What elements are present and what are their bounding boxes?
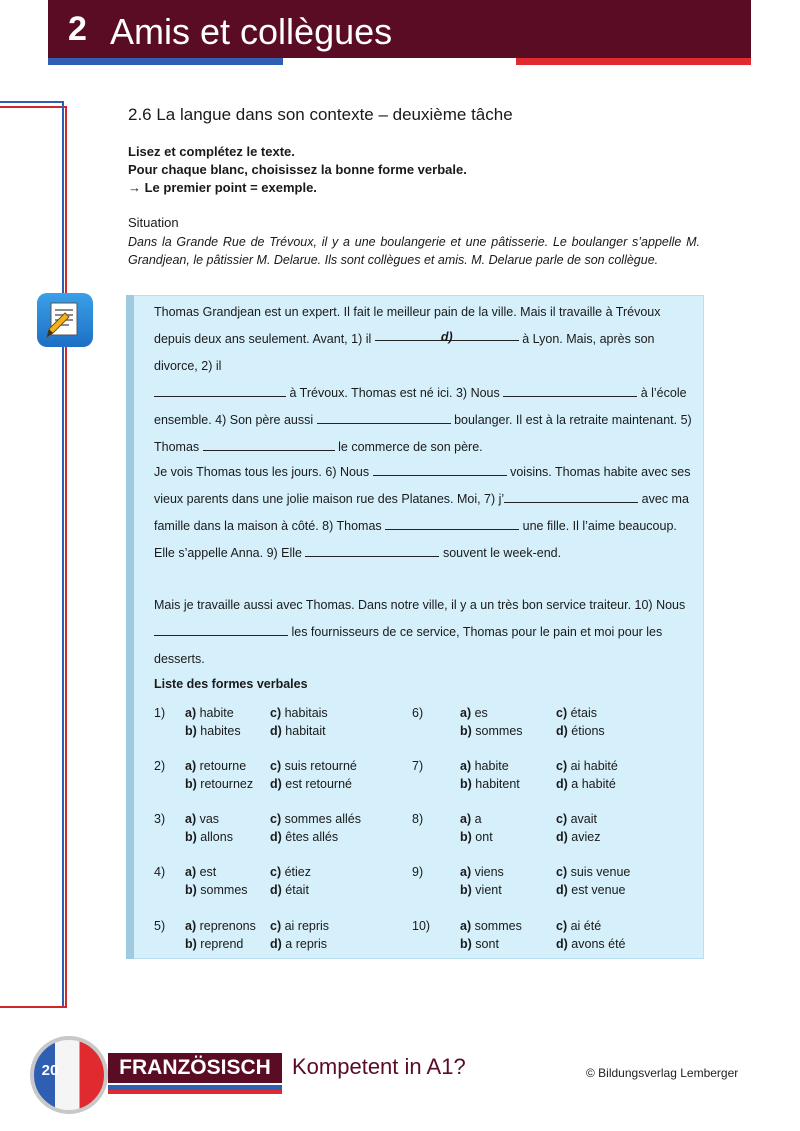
- verb-option: a) es: [460, 706, 488, 720]
- verb-option: b) reprend: [185, 937, 244, 951]
- verb-item-number: 2): [154, 759, 166, 773]
- answer-blank-9[interactable]: [305, 542, 439, 557]
- answer-blank-2[interactable]: [154, 382, 286, 397]
- subject-label: FRANZÖSISCH: [108, 1053, 282, 1083]
- verb-option: d) habitait: [270, 724, 326, 738]
- verb-option: a) viens: [460, 865, 504, 879]
- verb-option: c) ai repris: [270, 919, 330, 933]
- verb-option: a) est: [185, 865, 217, 879]
- copyright: © Bildungsverlag Lemberger: [586, 1066, 739, 1080]
- instruction-line: Lisez et complétez le texte.: [128, 144, 295, 159]
- footer-red-stripe: [108, 1090, 282, 1094]
- verb-option: a) a: [460, 812, 482, 826]
- paragraph-3: Mais je travaille aussi avec Thomas. Dans notre ville, il y a un très bon service traiteur. 10) Nous les fournisseurs de ce service, Thomas pour le pain et moi pour les desserts.: [154, 598, 686, 666]
- answer-blank-6[interactable]: [373, 461, 507, 476]
- verb-option: c) sommes allés: [270, 812, 362, 826]
- verb-item-number: 1): [154, 706, 166, 720]
- verb-option: b) vient: [460, 883, 502, 897]
- section-title: 2.6 La langue dans son contexte – deuxième tâche: [128, 105, 513, 124]
- worksheet-pencil-icon: [37, 293, 93, 347]
- verb-option: b) habites: [185, 724, 241, 738]
- verb-item-number: 3): [154, 812, 166, 826]
- verb-option: c) étiez: [270, 865, 312, 879]
- chapter-header: [48, 0, 751, 58]
- verb-option: c) étais: [556, 706, 598, 720]
- verb-option: b) habitent: [460, 777, 520, 791]
- answer-blank-10[interactable]: [154, 621, 288, 636]
- answer-blank-4[interactable]: [317, 409, 451, 424]
- verb-item-number: 4): [154, 865, 166, 879]
- verb-option: d) avons été: [556, 937, 626, 951]
- verb-list-heading: Liste des formes verbales: [154, 677, 308, 691]
- verb-option: d) étions: [556, 724, 605, 738]
- verb-option: c) ai été: [556, 919, 602, 933]
- verb-item-number: 6): [412, 706, 424, 720]
- verb-option: d) a habité: [556, 777, 616, 791]
- verb-item-number: 5): [154, 919, 166, 933]
- exercise-box-accent: [126, 295, 134, 959]
- verb-option: b) sommes: [185, 883, 248, 897]
- left-blue-frame: [0, 101, 64, 1006]
- verb-option: b) sont: [460, 937, 499, 951]
- verb-option: a) habite: [460, 759, 509, 773]
- verb-option: a) sommes: [460, 919, 522, 933]
- verb-option: c) suis venue: [556, 865, 631, 879]
- paragraph-1: Thomas Grandjean est un expert. Il fait le meilleur pain de la ville. Mais il travaille à Trévoux depuis deux ans seulement. Avant, 1) il d) à Lyon. Mais, après son divorce, 2) il à Trévoux. Thomas est né ici. 3) Nous à l’école ensemble. 4) Son père aussi boulanger. Il est à la retraite maintenant. 5) Thomas le commerce de son père.: [154, 305, 692, 454]
- chapter-title: Amis et collègues: [110, 11, 393, 52]
- verb-option: b) ont: [460, 830, 493, 844]
- verb-option: b) sommes: [460, 724, 523, 738]
- instruction-line: Pour chaque blanc, choisissez la bonne forme verbale.: [128, 162, 467, 177]
- verb-option: c) ai habité: [556, 759, 618, 773]
- verb-option: d) aviez: [556, 830, 601, 844]
- verb-option: a) reprenons: [185, 919, 256, 933]
- answer-blank-7[interactable]: [504, 488, 638, 503]
- answer-blank-8[interactable]: [385, 515, 519, 530]
- page-number: 20: [41, 1062, 59, 1079]
- answer-blank-3[interactable]: [503, 382, 637, 397]
- verb-option: c) habitais: [270, 706, 328, 720]
- verb-option: c) suis retourné: [270, 759, 357, 773]
- book-subtitle: Kompetent in A1?: [292, 1054, 466, 1079]
- verb-item-number: 9): [412, 865, 424, 879]
- header-blue-stripe: [48, 58, 283, 65]
- verb-item-number: 8): [412, 812, 424, 826]
- instruction-line: → Le premier point = exemple.: [128, 180, 317, 195]
- verb-option: d) est venue: [556, 883, 626, 897]
- situation-text: Dans la Grande Rue de Trévoux, il y a une boulangerie et une pâtisserie. Le boulanger s’appelle M. Grandjean, le pâtissier M. Delarue. Ils sont collègues et amis. M. Delarue parle de son collègue.: [128, 235, 700, 267]
- instructions: [128, 143, 467, 197]
- verb-option: a) retourne: [185, 759, 247, 773]
- header-red-stripe: [516, 58, 751, 65]
- verb-option: d) êtes allés: [270, 830, 339, 844]
- verb-item-number: 10): [412, 919, 431, 933]
- verb-option: a) vas: [185, 812, 220, 826]
- chapter-number: 2: [68, 10, 87, 48]
- answer-blank-5[interactable]: [203, 436, 335, 451]
- verb-option: d) était: [270, 883, 309, 897]
- verb-option: d) est retourné: [270, 777, 352, 791]
- verb-item-number: 7): [412, 759, 424, 773]
- example-answer: d): [440, 330, 453, 344]
- paragraph-2: Je vois Thomas tous les jours. 6) Nous voisins. Thomas habite avec ses vieux parents dans une jolie maison rue des Platanes. Moi, 7) j’ avec ma famille dans la maison à côté. 8) Thomas une fille. Il l’aime beaucoup. Elle s’appelle Anna. 9) Elle souvent le week-end.: [154, 459, 694, 567]
- situation-heading: Situation: [128, 215, 179, 230]
- verb-option: d) a repris: [270, 937, 327, 951]
- verb-option: a) habite: [185, 706, 234, 720]
- answer-blank-1[interactable]: [375, 326, 519, 344]
- verb-option: b) retournez: [185, 777, 254, 791]
- verb-option: b) allons: [185, 830, 233, 844]
- verb-option: c) avait: [556, 812, 598, 826]
